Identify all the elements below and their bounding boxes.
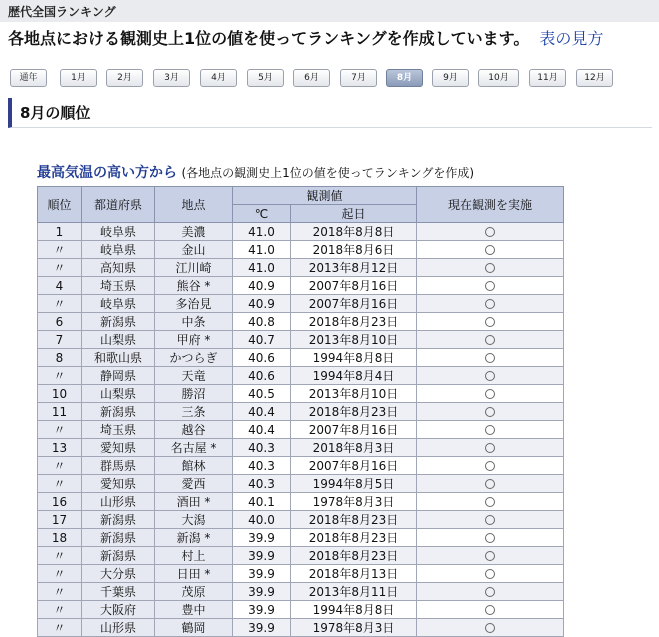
table-row xyxy=(38,385,564,403)
table-row xyxy=(38,619,564,637)
table-row xyxy=(38,259,564,277)
temperature-cell: 41.0 xyxy=(233,259,291,277)
table-row xyxy=(38,241,564,259)
prefecture-cell: 新潟県 xyxy=(82,547,155,565)
temperature-cell: 39.9 xyxy=(233,583,291,601)
prefecture-cell: 新潟県 xyxy=(82,313,155,331)
station-cell: かつらぎ xyxy=(155,349,233,367)
prefecture-cell: 新潟県 xyxy=(82,403,155,421)
circle-icon xyxy=(485,227,495,237)
prefecture-cell: 静岡県 xyxy=(82,367,155,385)
rank-cell: 〃 xyxy=(38,367,82,385)
rank-cell: 11 xyxy=(38,403,82,421)
current-observation-cell xyxy=(417,223,564,241)
date-cell: 1978年8月3日 xyxy=(291,619,417,637)
rank-cell: 1 xyxy=(38,223,82,241)
table-row xyxy=(38,331,564,349)
station-cell: 愛西 xyxy=(155,475,233,493)
current-observation-cell xyxy=(417,349,564,367)
circle-icon xyxy=(485,551,495,561)
table-row xyxy=(38,565,564,583)
current-observation-cell xyxy=(417,385,564,403)
prefecture-cell: 千葉県 xyxy=(82,583,155,601)
prefecture-cell: 和歌山県 xyxy=(82,349,155,367)
temperature-cell: 39.9 xyxy=(233,601,291,619)
temperature-cell: 41.0 xyxy=(233,241,291,259)
table-row xyxy=(38,313,564,331)
table-row xyxy=(38,367,564,385)
date-cell: 2018年8月13日 xyxy=(291,565,417,583)
tab-month-5[interactable]: 5月 xyxy=(247,69,284,87)
prefecture-cell: 新潟県 xyxy=(82,511,155,529)
station-cell: 大潟 xyxy=(155,511,233,529)
current-observation-cell xyxy=(417,583,564,601)
prefecture-cell: 山梨県 xyxy=(82,385,155,403)
date-cell: 1994年8月8日 xyxy=(291,601,417,619)
headline-text: 各地点における観測史上1位の値を使ってランキングを作成しています。 xyxy=(8,29,530,48)
date-cell: 2018年8月23日 xyxy=(291,403,417,421)
table-row xyxy=(38,583,564,601)
prefecture-cell: 群馬県 xyxy=(82,457,155,475)
station-cell: 金山 xyxy=(155,241,233,259)
circle-icon xyxy=(485,497,495,507)
table-row xyxy=(38,457,564,475)
prefecture-cell: 新潟県 xyxy=(82,529,155,547)
ranking-heading xyxy=(37,162,474,182)
date-cell: 1978年8月3日 xyxy=(291,493,417,511)
tab-month-10[interactable]: 10月 xyxy=(478,69,519,87)
current-observation-cell xyxy=(417,493,564,511)
current-observation-cell xyxy=(417,529,564,547)
date-cell: 1994年8月8日 xyxy=(291,349,417,367)
tab-month-1[interactable]: 1月 xyxy=(60,69,97,87)
temperature-cell: 40.7 xyxy=(233,331,291,349)
rank-cell: 〃 xyxy=(38,619,82,637)
circle-icon xyxy=(485,569,495,579)
prefecture-cell: 岐阜県 xyxy=(82,223,155,241)
station-cell: 鶴岡 xyxy=(155,619,233,637)
date-cell: 2007年8月16日 xyxy=(291,457,417,475)
circle-icon xyxy=(485,479,495,489)
current-observation-cell xyxy=(417,475,564,493)
section-header xyxy=(8,98,652,128)
tab-month-3[interactable]: 3月 xyxy=(153,69,190,87)
date-cell: 2018年8月6日 xyxy=(291,241,417,259)
top-bar xyxy=(0,0,659,22)
temperature-cell: 39.9 xyxy=(233,565,291,583)
rank-cell: 7 xyxy=(38,331,82,349)
page-headline xyxy=(8,26,659,49)
header-station: 地点 xyxy=(155,187,233,223)
station-cell: 江川崎 xyxy=(155,259,233,277)
date-cell: 2007年8月16日 xyxy=(291,277,417,295)
tab-month-2[interactable]: 2月 xyxy=(106,69,143,87)
table-row xyxy=(38,493,564,511)
date-cell: 2018年8月23日 xyxy=(291,511,417,529)
date-cell: 1994年8月5日 xyxy=(291,475,417,493)
current-observation-cell xyxy=(417,619,564,637)
station-cell: 勝沼 xyxy=(155,385,233,403)
current-observation-cell xyxy=(417,295,564,313)
rank-cell: 〃 xyxy=(38,259,82,277)
current-observation-cell xyxy=(417,241,564,259)
station-cell: 新潟 * xyxy=(155,529,233,547)
table-row xyxy=(38,403,564,421)
current-observation-cell xyxy=(417,439,564,457)
header-unit: ℃ xyxy=(233,205,291,223)
temperature-cell: 40.1 xyxy=(233,493,291,511)
prefecture-cell: 山梨県 xyxy=(82,331,155,349)
rank-cell: 〃 xyxy=(38,241,82,259)
station-cell: 豊中 xyxy=(155,601,233,619)
circle-icon xyxy=(485,299,495,309)
table-row xyxy=(38,349,564,367)
date-cell: 2013年8月10日 xyxy=(291,385,417,403)
table-row xyxy=(38,421,564,439)
prefecture-cell: 山形県 xyxy=(82,619,155,637)
circle-icon xyxy=(485,371,495,381)
circle-icon xyxy=(485,443,495,453)
station-cell: 日田 * xyxy=(155,565,233,583)
rank-cell: 〃 xyxy=(38,457,82,475)
ranking-table xyxy=(37,186,564,637)
rank-cell: 〃 xyxy=(38,565,82,583)
circle-icon xyxy=(485,587,495,597)
table-row xyxy=(38,277,564,295)
circle-icon xyxy=(485,605,495,615)
prefecture-cell: 岐阜県 xyxy=(82,241,155,259)
circle-icon xyxy=(485,461,495,471)
date-cell: 2018年8月23日 xyxy=(291,313,417,331)
temperature-cell: 40.9 xyxy=(233,277,291,295)
temperature-cell: 40.6 xyxy=(233,349,291,367)
date-cell: 2007年8月16日 xyxy=(291,295,417,313)
circle-icon xyxy=(485,245,495,255)
current-observation-cell xyxy=(417,367,564,385)
tab-month-4[interactable]: 4月 xyxy=(200,69,237,87)
table-row xyxy=(38,295,564,313)
temperature-cell: 39.9 xyxy=(233,547,291,565)
current-observation-cell xyxy=(417,547,564,565)
circle-icon xyxy=(485,263,495,273)
tab-month-11[interactable]: 11月 xyxy=(529,69,566,87)
current-observation-cell xyxy=(417,331,564,349)
rank-cell: 〃 xyxy=(38,421,82,439)
station-cell: 村上 xyxy=(155,547,233,565)
circle-icon xyxy=(485,623,495,633)
temperature-cell: 40.8 xyxy=(233,313,291,331)
temperature-cell: 40.0 xyxy=(233,511,291,529)
circle-icon xyxy=(485,407,495,417)
ranking-title: 最高気温の高い方から xyxy=(37,165,177,181)
date-cell: 2013年8月11日 xyxy=(291,583,417,601)
header-date: 起日 xyxy=(291,205,417,223)
rank-cell: 18 xyxy=(38,529,82,547)
top-title: 歴代全国ランキング xyxy=(8,5,116,19)
station-cell: 多治見 xyxy=(155,295,233,313)
circle-icon xyxy=(485,317,495,327)
temperature-cell: 39.9 xyxy=(233,529,291,547)
station-cell: 酒田 * xyxy=(155,493,233,511)
tab-month-12[interactable]: 12月 xyxy=(576,69,613,87)
prefecture-cell: 埼玉県 xyxy=(82,421,155,439)
header-prefecture: 都道府県 xyxy=(82,187,155,223)
date-cell: 2018年8月23日 xyxy=(291,529,417,547)
header-currently-observed: 現在観測を実施 xyxy=(417,187,564,223)
station-cell: 館林 xyxy=(155,457,233,475)
circle-icon xyxy=(485,335,495,345)
station-cell: 茂原 xyxy=(155,583,233,601)
rank-cell: 4 xyxy=(38,277,82,295)
prefecture-cell: 愛知県 xyxy=(82,439,155,457)
temperature-cell: 40.6 xyxy=(233,367,291,385)
current-observation-cell xyxy=(417,457,564,475)
prefecture-cell: 埼玉県 xyxy=(82,277,155,295)
temperature-cell: 40.9 xyxy=(233,295,291,313)
station-cell: 熊谷 * xyxy=(155,277,233,295)
table-row xyxy=(38,511,564,529)
current-observation-cell xyxy=(417,313,564,331)
temperature-cell: 40.3 xyxy=(233,475,291,493)
circle-icon xyxy=(485,533,495,543)
temperature-cell: 39.9 xyxy=(233,619,291,637)
temperature-cell: 40.5 xyxy=(233,385,291,403)
table-row xyxy=(38,529,564,547)
table-row xyxy=(38,475,564,493)
station-cell: 中条 xyxy=(155,313,233,331)
tab-month-8[interactable]: 8月 xyxy=(386,69,423,87)
tab-month-6[interactable]: 6月 xyxy=(293,69,330,87)
date-cell: 2018年8月3日 xyxy=(291,439,417,457)
prefecture-cell: 大分県 xyxy=(82,565,155,583)
rank-cell: 〃 xyxy=(38,601,82,619)
ranking-subtitle: (各地点の観測史上1位の値を使ってランキングを作成) xyxy=(181,166,475,180)
temperature-cell: 40.3 xyxy=(233,439,291,457)
rank-cell: 〃 xyxy=(38,583,82,601)
date-cell: 2007年8月16日 xyxy=(291,421,417,439)
table-row xyxy=(38,547,564,565)
table-row xyxy=(38,439,564,457)
current-observation-cell xyxy=(417,421,564,439)
prefecture-cell: 愛知県 xyxy=(82,475,155,493)
station-cell: 美濃 xyxy=(155,223,233,241)
prefecture-cell: 高知県 xyxy=(82,259,155,277)
current-observation-cell xyxy=(417,511,564,529)
tab-month-9[interactable]: 9月 xyxy=(432,69,469,87)
station-cell: 越谷 xyxy=(155,421,233,439)
rank-cell: 〃 xyxy=(38,547,82,565)
station-cell: 三条 xyxy=(155,403,233,421)
rank-cell: 〃 xyxy=(38,475,82,493)
rank-cell: 16 xyxy=(38,493,82,511)
temperature-cell: 40.4 xyxy=(233,421,291,439)
table-row xyxy=(38,601,564,619)
rank-cell: 13 xyxy=(38,439,82,457)
prefecture-cell: 岐阜県 xyxy=(82,295,155,313)
tab-annual[interactable]: 通年 xyxy=(10,69,47,87)
current-observation-cell xyxy=(417,403,564,421)
rank-cell: 17 xyxy=(38,511,82,529)
current-observation-cell xyxy=(417,259,564,277)
temperature-cell: 40.4 xyxy=(233,403,291,421)
station-cell: 天竜 xyxy=(155,367,233,385)
circle-icon xyxy=(485,281,495,291)
table-row xyxy=(38,223,564,241)
rank-cell: 〃 xyxy=(38,295,82,313)
header-rank: 順位 xyxy=(38,187,82,223)
date-cell: 2013年8月12日 xyxy=(291,259,417,277)
current-observation-cell xyxy=(417,601,564,619)
temperature-cell: 40.3 xyxy=(233,457,291,475)
rank-cell: 8 xyxy=(38,349,82,367)
prefecture-cell: 山形県 xyxy=(82,493,155,511)
date-cell: 2018年8月23日 xyxy=(291,547,417,565)
section-title: 8月の順位 xyxy=(20,104,91,122)
date-cell: 1994年8月4日 xyxy=(291,367,417,385)
temperature-cell: 41.0 xyxy=(233,223,291,241)
date-cell: 2013年8月10日 xyxy=(291,331,417,349)
station-cell: 名古屋 * xyxy=(155,439,233,457)
header-observed-value: 観測値 xyxy=(233,187,417,205)
circle-icon xyxy=(485,389,495,399)
station-cell: 甲府 * xyxy=(155,331,233,349)
current-observation-cell xyxy=(417,565,564,583)
rank-cell: 10 xyxy=(38,385,82,403)
current-observation-cell xyxy=(417,277,564,295)
circle-icon xyxy=(485,515,495,525)
how-to-read-link[interactable]: 表の見方 xyxy=(539,29,604,48)
date-cell: 2018年8月8日 xyxy=(291,223,417,241)
tab-month-7[interactable]: 7月 xyxy=(340,69,377,87)
circle-icon xyxy=(485,425,495,435)
circle-icon xyxy=(485,353,495,363)
prefecture-cell: 大阪府 xyxy=(82,601,155,619)
rank-cell: 6 xyxy=(38,313,82,331)
